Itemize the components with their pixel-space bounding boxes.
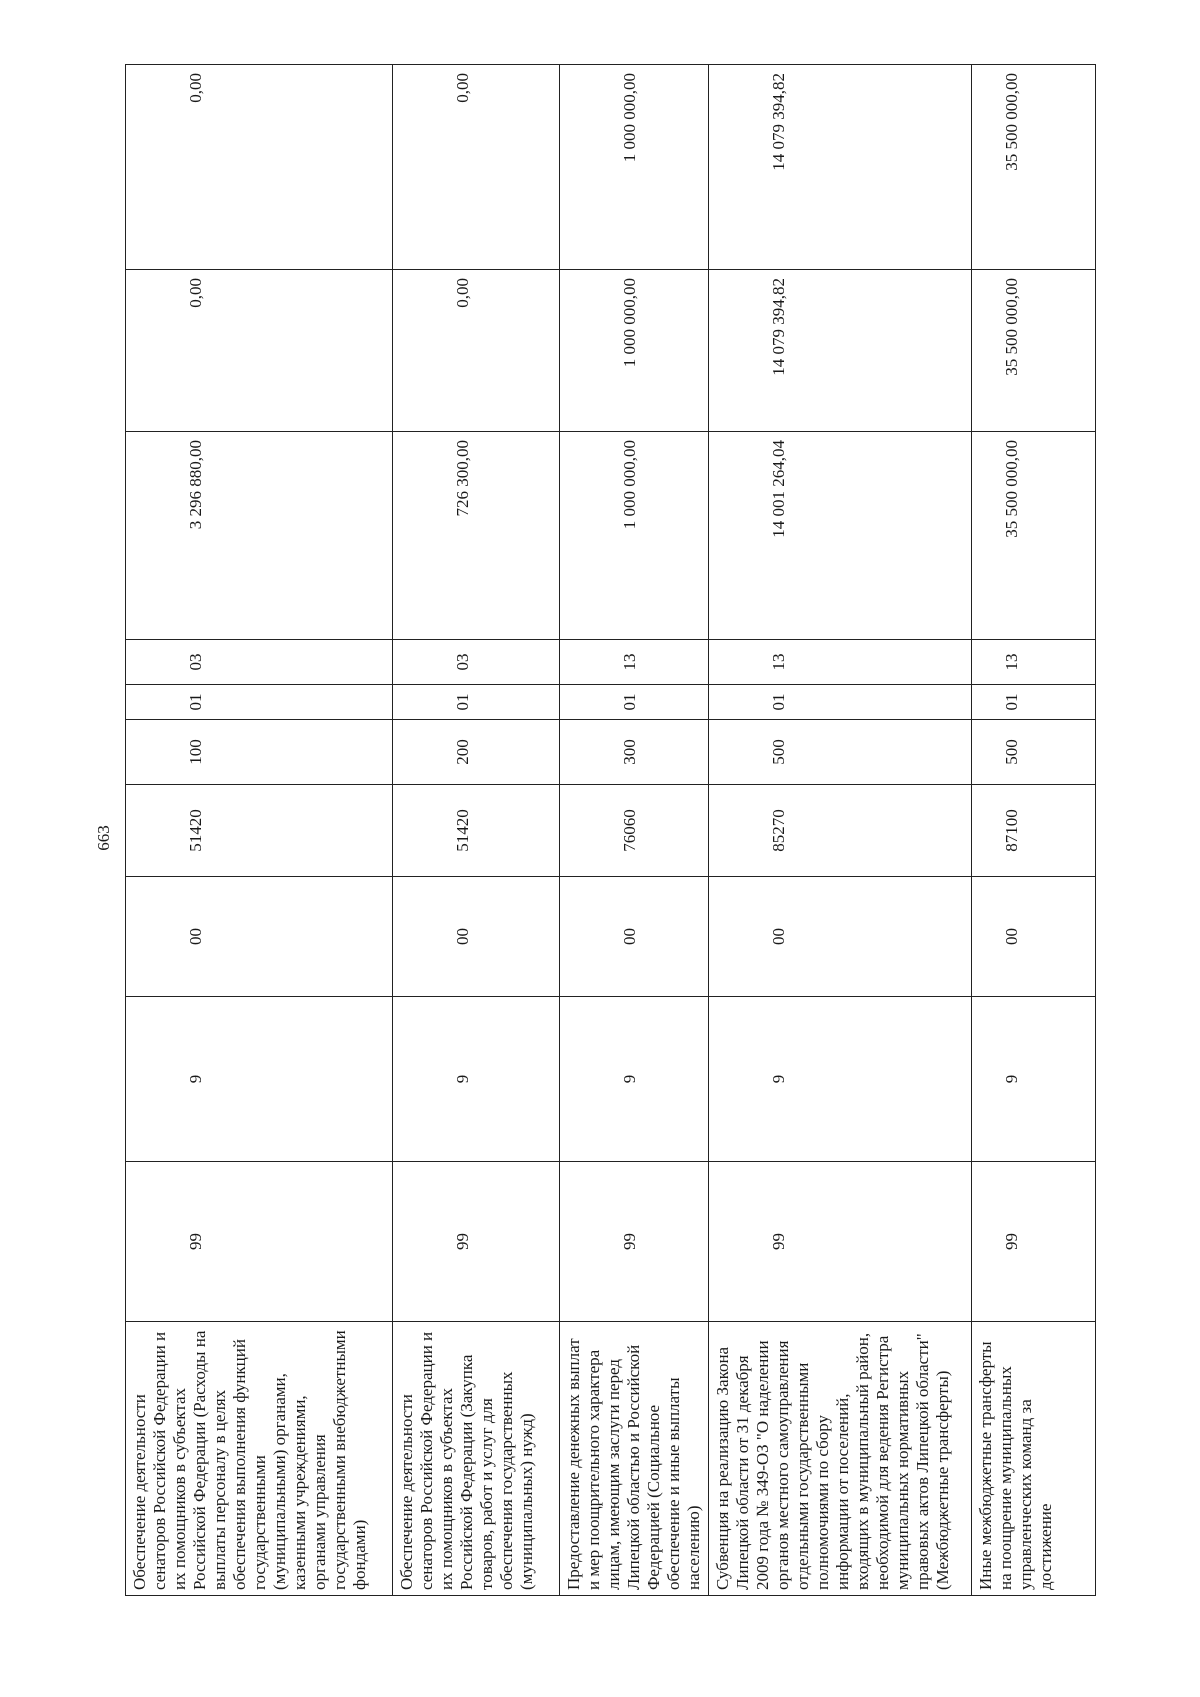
code-cell: 01 (709, 685, 972, 720)
code-cell: 03 (393, 640, 560, 685)
code-cell: 87100 (972, 785, 1096, 877)
amount-cell: 3 296 880,00 (126, 432, 393, 640)
code-cell: 9 (560, 997, 709, 1162)
code-cell: 300 (560, 720, 709, 785)
code-cell: 500 (972, 720, 1096, 785)
amount-cell: 1 000 000,00 (560, 65, 709, 270)
code-cell: 13 (560, 640, 709, 685)
table-row (126, 65, 393, 1596)
code-cell: 13 (709, 640, 972, 685)
code-cell: 51420 (393, 785, 560, 877)
table-row (709, 65, 972, 1596)
amount-cell: 35 500 000,00 (972, 270, 1096, 432)
code-cell: 99 (393, 1162, 560, 1322)
code-cell: 00 (393, 877, 560, 997)
amount-cell: 726 300,00 (393, 432, 560, 640)
amount-cell: 14 001 264,04 (709, 432, 972, 640)
code-cell: 200 (393, 720, 560, 785)
row-description: Предоставление денежных выплат и мер поощрительного характера лицам, имеющим заслуги перед Липецкой областью и Российской Федерацией (Социальное обеспечение и иные выплаты населению) (560, 1322, 709, 1596)
table-row (393, 65, 560, 1596)
code-cell: 99 (126, 1162, 393, 1322)
code-cell: 85270 (709, 785, 972, 877)
code-cell: 9 (126, 997, 393, 1162)
amount-cell: 0,00 (393, 270, 560, 432)
row-description: Субвенция на реализацию Закона Липецкой области от 31 декабря 2009 года № 349-ОЗ "О наделении органов местного самоуправления отдельными государственными полномочиями по сбору информации от поселений, входящих в муниципальный район, необходимой для ведения Регистра муниципальных нормативных правовых актов Липецкой области" (Межбюджетные трансферты) (709, 1322, 972, 1596)
code-cell: 00 (709, 877, 972, 997)
amount-cell: 1 000 000,00 (560, 270, 709, 432)
budget-table (125, 64, 1096, 1596)
amount-cell: 1 000 000,00 (560, 432, 709, 640)
code-cell: 9 (709, 997, 972, 1162)
code-cell: 99 (972, 1162, 1096, 1322)
code-cell: 99 (560, 1162, 709, 1322)
row-description: Обеспечение деятельности сенаторов Российской Федерации и их помощников в субъектах Российской Федерации (Закупка товаров, работ и услуг для обеспечения государственных (муниципальных) нужд) (393, 1322, 560, 1596)
row-description: Обеспечение деятельности сенаторов Российской Федерации и их помощников в субъектах Российской Федерации (Расходы на выплаты персоналу в целях обеспечения выполнения функций государственными (муниципальными) органами, казенными учреждениями, органами управления государственными внебюджетными фондами) (126, 1322, 393, 1596)
code-cell: 76060 (560, 785, 709, 877)
code-cell: 9 (972, 997, 1096, 1162)
rotated-table-container (125, 65, 1090, 1596)
page-number: 663 (94, 825, 113, 851)
code-cell: 9 (393, 997, 560, 1162)
row-description: Иные межбюджетные трансферты на поощрение муниципальных управленческих команд за достижение (972, 1322, 1096, 1596)
amount-cell: 35 500 000,00 (972, 432, 1096, 640)
code-cell: 01 (393, 685, 560, 720)
table-row (972, 65, 1096, 1596)
code-cell: 01 (126, 685, 393, 720)
code-cell: 99 (709, 1162, 972, 1322)
amount-cell: 35 500 000,00 (972, 65, 1096, 270)
amount-cell: 14 079 394,82 (709, 270, 972, 432)
amount-cell: 0,00 (126, 270, 393, 432)
code-cell: 13 (972, 640, 1096, 685)
amount-cell: 0,00 (126, 65, 393, 270)
code-cell: 03 (126, 640, 393, 685)
code-cell: 00 (126, 877, 393, 997)
amount-cell: 0,00 (393, 65, 560, 270)
code-cell: 01 (560, 685, 709, 720)
code-cell: 51420 (126, 785, 393, 877)
code-cell: 01 (972, 685, 1096, 720)
table-row (560, 65, 709, 1596)
amount-cell: 14 079 394,82 (709, 65, 972, 270)
code-cell: 100 (126, 720, 393, 785)
code-cell: 00 (972, 877, 1096, 997)
code-cell: 500 (709, 720, 972, 785)
code-cell: 00 (560, 877, 709, 997)
